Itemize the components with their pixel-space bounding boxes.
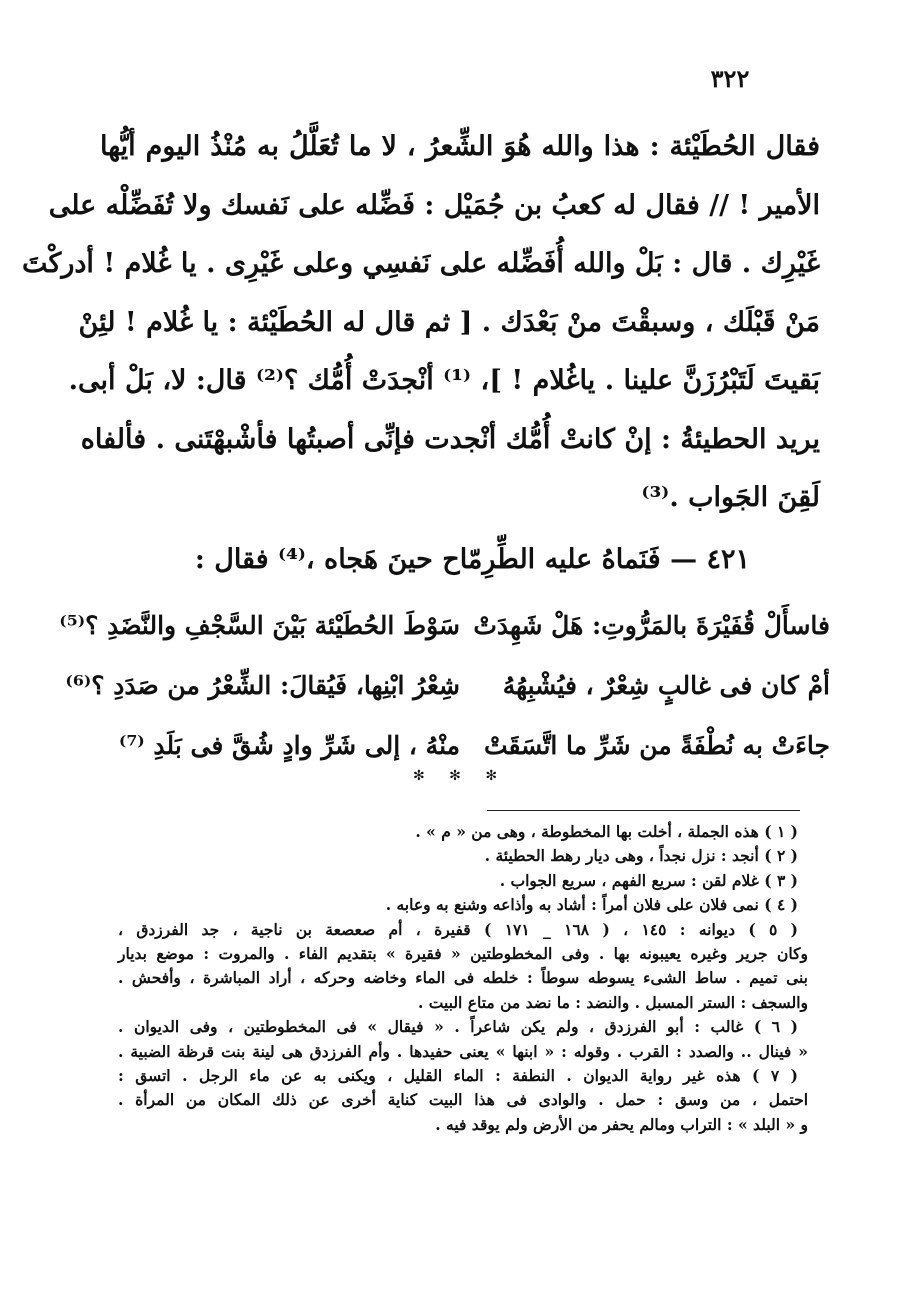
main-text-line: بَقيتَ لَتَبْرُزَنَّ علينا . ياغُلام ! ]، ⁽¹⁾ أنْجدَتْ أُمُّك ؟⁽²⁾ قال: لا، بَلْ أبى.	[68, 365, 820, 396]
footnote-line: و « البلد » : التراب ومالم يحفر من الأرض ولم يوقد فيه .	[435, 1114, 808, 1134]
footnote-divider	[487, 810, 800, 811]
footnote-line: ( ٥ ) ديوانه : ١٤٥ ، ( ١٦٨ _ ١٧١ ) قفيرة ، أم صعصعة بن ناجية ، جد الفرزدق ،	[118, 919, 799, 939]
footnote-line: بنى تميم . ساط الشىء يسوطه سوطاً : خلطه فى الماء وخاضه وحركه ، أراد المباشرة ، وأفحش .	[118, 968, 808, 988]
main-text-line: مَنْ قَبْلَك ، وسبقْتَ منْ بَعْدَك . [ ثم قال له الحُطَيْئة : يا غُلام ! لئِنْ	[78, 306, 820, 338]
footnote-line: ( ٧ ) هذه غير رواية الديوان . النطفة : الماء القليل ، ويكنى به عن ماء الرجل . اتسق :	[118, 1065, 798, 1085]
verse-second-hemistich: منْهُ ، إلى شَرِّ وادٍ شُقَّ فى بَلَدِ ⁽⁷⁾	[118, 731, 460, 760]
poem-verse	[65, 656, 830, 716]
verse-first-hemistich: أمْ كان فى غالبٍ شِعْرٌ ، فيُشْبِهُهُ	[502, 671, 830, 700]
section-separator: ✻ ✻ ✻	[412, 768, 508, 784]
footnotes	[118, 820, 808, 1137]
footnote-line: ( ١ ) هذه الجملة ، أخلت بها المخطوطة ، وهى من « م » .	[415, 822, 798, 841]
main-text-line: يريد الحطيئةُ : إنْ كانتْ أُمُّك أنْجدت فإنِّى أصبتُها فأشْبهْتَنى . فألفاه	[80, 423, 820, 455]
footnote-line: احتمل ، من وسق : حمل . والوادى فى هذا البيت كناية أخرى عن ذلك المكان من المرأة .	[118, 1090, 808, 1110]
footnote-line: ( ٢ ) أنجد : نزل نجداً ، وهى ديار رهط الحطيئة .	[484, 846, 798, 866]
poem	[59, 596, 830, 776]
verse-second-hemistich: سَوْطَ الحُطَيْئة بَيْنَ السَّجْفِ والنَّضَدِ ؟⁽⁵⁾	[59, 611, 460, 640]
main-text-line: غَيْرِك . قال : بَلْ والله أُفَضِّله على نَفسِي وعلى غَيْرِى . يا غُلام ! أدركْتَ	[22, 248, 820, 279]
poem-verse	[90, 716, 830, 776]
section-heading: ٤٢١ — فَنَماهُ عليه الطِّرِمّاح حينَ هَجاه ،⁽⁴⁾ فقال :	[194, 544, 750, 575]
footnote-line: ( ٦ ) غالب : أبو الفرزدق ، ولم يكن شاعراً . « فيقال » فى المخطوطتين ، وفى الديوان .	[118, 1017, 798, 1037]
footnote-line: وكان جرير وغيره يعيبونه بها . وفى المخطوطتين « فقيرة » بتقديم الفاء . والمروت : موضع بديار	[118, 943, 808, 963]
footnote-line: والسجف : الستر المسبل . والنضد : ما نضد من متاع البيت .	[417, 992, 808, 1012]
footnote-line: ( ٤ ) نمى فلان على فلان أمراً : أشاد به وأذاعه وشنع به وعابه .	[385, 895, 798, 915]
footnote-line: ( ٣ ) غلام لقن : سريع الفهم ، سريع الجواب .	[499, 870, 798, 890]
main-text	[22, 118, 820, 528]
verse-second-hemistich: شِعْرُ ابْنِها، فَيُقالَ: الشِّعْرُ من صَدَدِ ؟⁽⁶⁾	[65, 671, 460, 700]
footnote-line: « فينال .. والصدد : القرب . وقوله : « ابنها » يعنى حفيدها . وأم الفرزدق هى لينة بنت قرظة الضبية .	[118, 1041, 808, 1061]
verse-first-hemistich: جاءَتْ به نُطْفَةً من شَرِّ ما اتَّسَقَتْ	[483, 731, 830, 760]
verse-first-hemistich: فاسأَلْ قُفَيْرَةَ بالمَرُّوتِ: هَلْ شَهِدَتْ	[473, 611, 830, 640]
main-text-line: لَقِنَ الجَواب .⁽³⁾	[641, 482, 820, 513]
main-text-line: الأمير ! // فقال له كعبُ بن جُمَيْل : فَضِّله على نَفسك ولا تُفَضِّلْه على	[48, 189, 820, 221]
main-text-line: فقال الحُطَيْئة : هذا والله هُوَ الشِّعرُ ، لا ما تُعَلَّلُ به مُنْذُ اليوم أيُّها	[100, 131, 820, 162]
poem-verse	[59, 596, 830, 656]
page-number: ٣٢٢	[710, 64, 750, 93]
